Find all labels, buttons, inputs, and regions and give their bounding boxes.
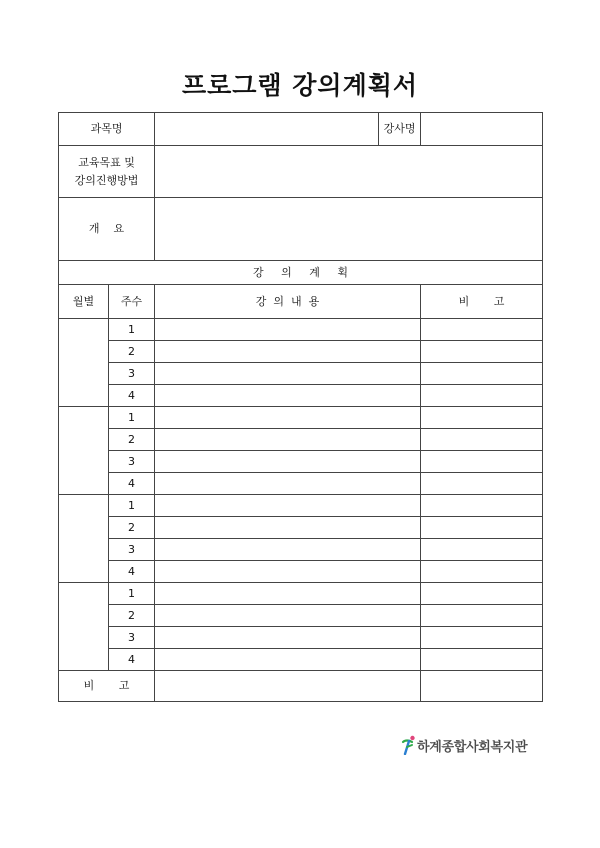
week-number: 4 bbox=[109, 473, 155, 495]
remarks-input[interactable] bbox=[155, 671, 421, 702]
month-cell[interactable] bbox=[59, 319, 109, 407]
week-number: 2 bbox=[109, 517, 155, 539]
week-row bbox=[59, 495, 543, 517]
note-cell[interactable] bbox=[421, 627, 543, 649]
org-name: 하계종합사회복지관 bbox=[417, 739, 528, 755]
note-cell[interactable] bbox=[421, 385, 543, 407]
note-cell[interactable] bbox=[421, 319, 543, 341]
lecture-content-cell[interactable] bbox=[155, 363, 421, 385]
overview-input[interactable] bbox=[155, 198, 543, 261]
subject-label: 과목명 bbox=[59, 113, 155, 146]
lecture-plan-form bbox=[58, 112, 543, 702]
note-cell[interactable] bbox=[421, 451, 543, 473]
week-row bbox=[59, 627, 543, 649]
plan-section-title: 강 의 계 획 bbox=[59, 261, 543, 285]
lecture-content-cell[interactable] bbox=[155, 341, 421, 363]
week-row bbox=[59, 385, 543, 407]
lecture-content-cell[interactable] bbox=[155, 451, 421, 473]
note-cell[interactable] bbox=[421, 649, 543, 671]
week-number: 2 bbox=[109, 605, 155, 627]
col-note-header: 비 고 bbox=[421, 285, 543, 319]
week-row bbox=[59, 649, 543, 671]
org-logo bbox=[400, 734, 527, 756]
note-cell[interactable] bbox=[421, 605, 543, 627]
instructor-input[interactable] bbox=[421, 113, 543, 146]
week-row bbox=[59, 539, 543, 561]
lecture-content-cell[interactable] bbox=[155, 539, 421, 561]
lecture-content-cell[interactable] bbox=[155, 627, 421, 649]
lecture-content-cell[interactable] bbox=[155, 583, 421, 605]
note-cell[interactable] bbox=[421, 539, 543, 561]
week-row bbox=[59, 473, 543, 495]
objectives-input[interactable] bbox=[155, 146, 543, 198]
week-number: 3 bbox=[109, 363, 155, 385]
person-logo-icon bbox=[400, 735, 416, 755]
week-number: 1 bbox=[109, 319, 155, 341]
week-number: 1 bbox=[109, 407, 155, 429]
subject-row bbox=[59, 113, 543, 146]
week-row bbox=[59, 517, 543, 539]
month-cell[interactable] bbox=[59, 495, 109, 583]
lecture-content-cell[interactable] bbox=[155, 605, 421, 627]
col-month-header: 월별 bbox=[59, 285, 109, 319]
remarks-note-input[interactable] bbox=[421, 671, 543, 702]
instructor-label: 강사명 bbox=[379, 113, 421, 146]
note-cell[interactable] bbox=[421, 473, 543, 495]
month-cell[interactable] bbox=[59, 407, 109, 495]
plan-section-row bbox=[59, 261, 543, 285]
note-cell[interactable] bbox=[421, 583, 543, 605]
week-row bbox=[59, 451, 543, 473]
page-title: 프로그램 강의계획서 bbox=[181, 71, 419, 100]
week-number: 3 bbox=[109, 627, 155, 649]
week-number: 3 bbox=[109, 539, 155, 561]
note-cell[interactable] bbox=[421, 517, 543, 539]
lecture-content-cell[interactable] bbox=[155, 429, 421, 451]
week-number: 1 bbox=[109, 583, 155, 605]
lecture-content-cell[interactable] bbox=[155, 385, 421, 407]
week-number: 4 bbox=[109, 385, 155, 407]
objectives-label bbox=[59, 146, 155, 198]
week-number: 2 bbox=[109, 429, 155, 451]
note-cell[interactable] bbox=[421, 561, 543, 583]
note-cell[interactable] bbox=[421, 429, 543, 451]
objectives-label-line2: 강의진행방법 bbox=[74, 173, 139, 187]
overview-label: 개 요 bbox=[59, 198, 155, 261]
week-number: 1 bbox=[109, 495, 155, 517]
overview-row bbox=[59, 198, 543, 261]
week-row bbox=[59, 605, 543, 627]
col-content-header: 강 의 내 용 bbox=[155, 285, 421, 319]
remarks-label: 비 고 bbox=[59, 671, 155, 702]
week-number: 4 bbox=[109, 561, 155, 583]
week-number: 2 bbox=[109, 341, 155, 363]
lecture-content-cell[interactable] bbox=[155, 517, 421, 539]
week-row bbox=[59, 319, 543, 341]
week-row bbox=[59, 583, 543, 605]
col-week-header: 주수 bbox=[109, 285, 155, 319]
plan-header-row bbox=[59, 285, 543, 319]
week-row bbox=[59, 363, 543, 385]
week-number: 3 bbox=[109, 451, 155, 473]
objectives-label-line1: 교육목표 및 bbox=[78, 155, 135, 169]
week-row bbox=[59, 429, 543, 451]
lecture-content-cell[interactable] bbox=[155, 473, 421, 495]
note-cell[interactable] bbox=[421, 495, 543, 517]
lecture-content-cell[interactable] bbox=[155, 649, 421, 671]
subject-input[interactable] bbox=[155, 113, 379, 146]
note-cell[interactable] bbox=[421, 341, 543, 363]
lecture-content-cell[interactable] bbox=[155, 319, 421, 341]
note-cell[interactable] bbox=[421, 407, 543, 429]
week-row bbox=[59, 341, 543, 363]
week-number: 4 bbox=[109, 649, 155, 671]
lecture-content-cell[interactable] bbox=[155, 495, 421, 517]
week-row bbox=[59, 407, 543, 429]
week-row bbox=[59, 561, 543, 583]
remarks-row bbox=[59, 671, 543, 702]
lecture-content-cell[interactable] bbox=[155, 407, 421, 429]
objectives-row bbox=[59, 146, 543, 198]
lecture-content-cell[interactable] bbox=[155, 561, 421, 583]
note-cell[interactable] bbox=[421, 363, 543, 385]
month-cell[interactable] bbox=[59, 583, 109, 671]
